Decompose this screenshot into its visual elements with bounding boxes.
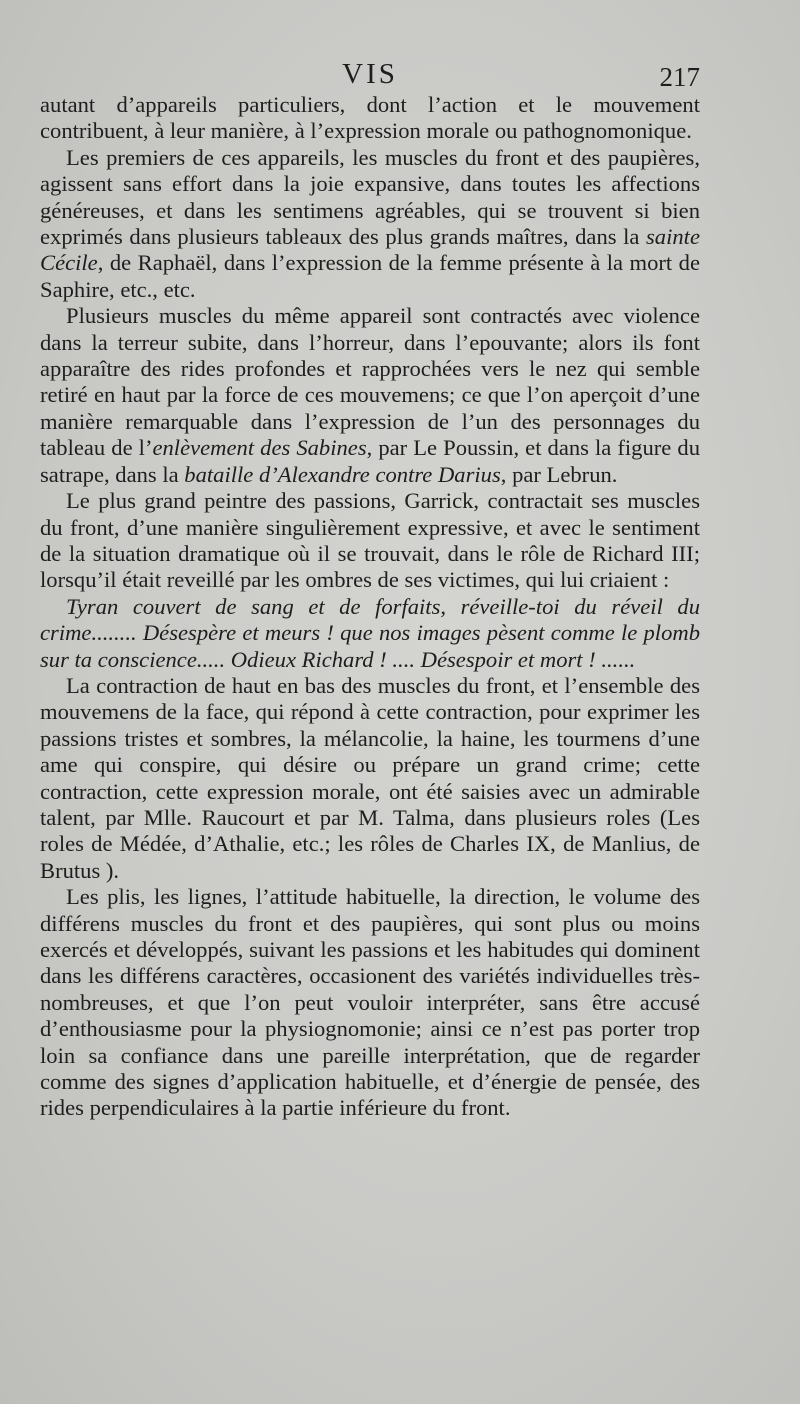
paragraph-frontal-muscles: Les premiers de ces appareils, les muscles du front et des paupières, agissent sans effort dans la joie expansive, dans toutes les affections généreuses, et dans les sentimens agréables, qui se trouvent si bien exprimés dans plusieurs tableaux des plus grands maîtres, dans la sainte Cécile, de Raphaël, dans l’expression de la femme présente à la mort de Saphire, etc., etc. <box>40 144 700 302</box>
page-number: 217 <box>659 62 700 92</box>
paragraph-terror: Plusieurs muscles du même appareil sont contractés avec violence dans la terreur subite, dans l’horreur, dans l’epouvante; alors ils font apparaître des rides profondes et rapprochées vers le nez qui semble retiré en haut par la force de ces mouvemens; ce que l’on aperçoit d’une manière remarquable dans l’expression de l’un des personnages du tableau de l’enlèvement des Sabines, par Le Poussin, et dans la figure du satrape, dans la bataille d’Alexandre contre Darius, par Lebrun. <box>40 303 700 487</box>
artwork-title: bataille d’Alexandre contre Darius <box>184 461 501 487</box>
paragraph-garrick: Le plus grand peintre des passions, Garrick, contractait ses muscles du front, d’une manière singulièrement expressive, et avec le sentiment de la situation dramatique où il se trouvait, dans le rôle de Richard III; lorsqu’il était reveillé par les ombres de ses victimes, qui lui criaient : <box>40 488 700 593</box>
paragraph-contraction: La contraction de haut en bas des muscles du front, et l’ensemble des mouvemens de la face, qui répond à cette contraction, pour exprimer les passions tristes et sombres, la mélancolie, la haine, les tourmens d’une ame qui conspire, qui désire ou prépare un grand crime; cette contraction, cette expression morale, ont été saisies avec un admirable talent, par Mlle. Raucourt et par M. Talma, dans plusieurs roles (Les roles de Médée, d’Athalie, etc.; les rôles de Charles IX, de Manlius, de Brutus ). <box>40 672 700 883</box>
running-head: VIS <box>342 58 398 90</box>
paragraph-continuation: autant d’appareils particuliers, dont l’action et le mouvement contribuent, à leur manière, à l’expression morale ou pathognomonique. <box>40 92 700 144</box>
artwork-title: enlèvement des Sabines <box>152 435 367 461</box>
artwork-title: sainte Cécile <box>40 224 700 276</box>
quotation: Tyran couvert de sang et de forfaits, réveille-toi du réveil du crime........ Désespère et meurs ! que nos images pèsent comme le plomb sur ta conscience..... Odieux Richard ! .... Désespoir et mort ! ...... <box>40 593 700 672</box>
body-text <box>40 92 700 1122</box>
paragraph-wrinkles: Les plis, les lignes, l’attitude habituelle, la direction, le volume des différens muscles du front et des paupières, qui sont plus ou moins exercés et développés, suivant les passions et les habitudes qui dominent dans les différens caractères, occasionent des variétés individuelles très-nombreuses, et que l’on peut vouloir interpréter, sans être accusé d’enthousiasme pour la physiognomonie; ainsi ce n’est pas porter trop loin sa confiance dans une pareille interprétation, que de regarder comme des signes d’application habituelle, et d’énergie de pensée, des rides perpendiculaires à la partie inférieure du front. <box>40 884 700 1121</box>
